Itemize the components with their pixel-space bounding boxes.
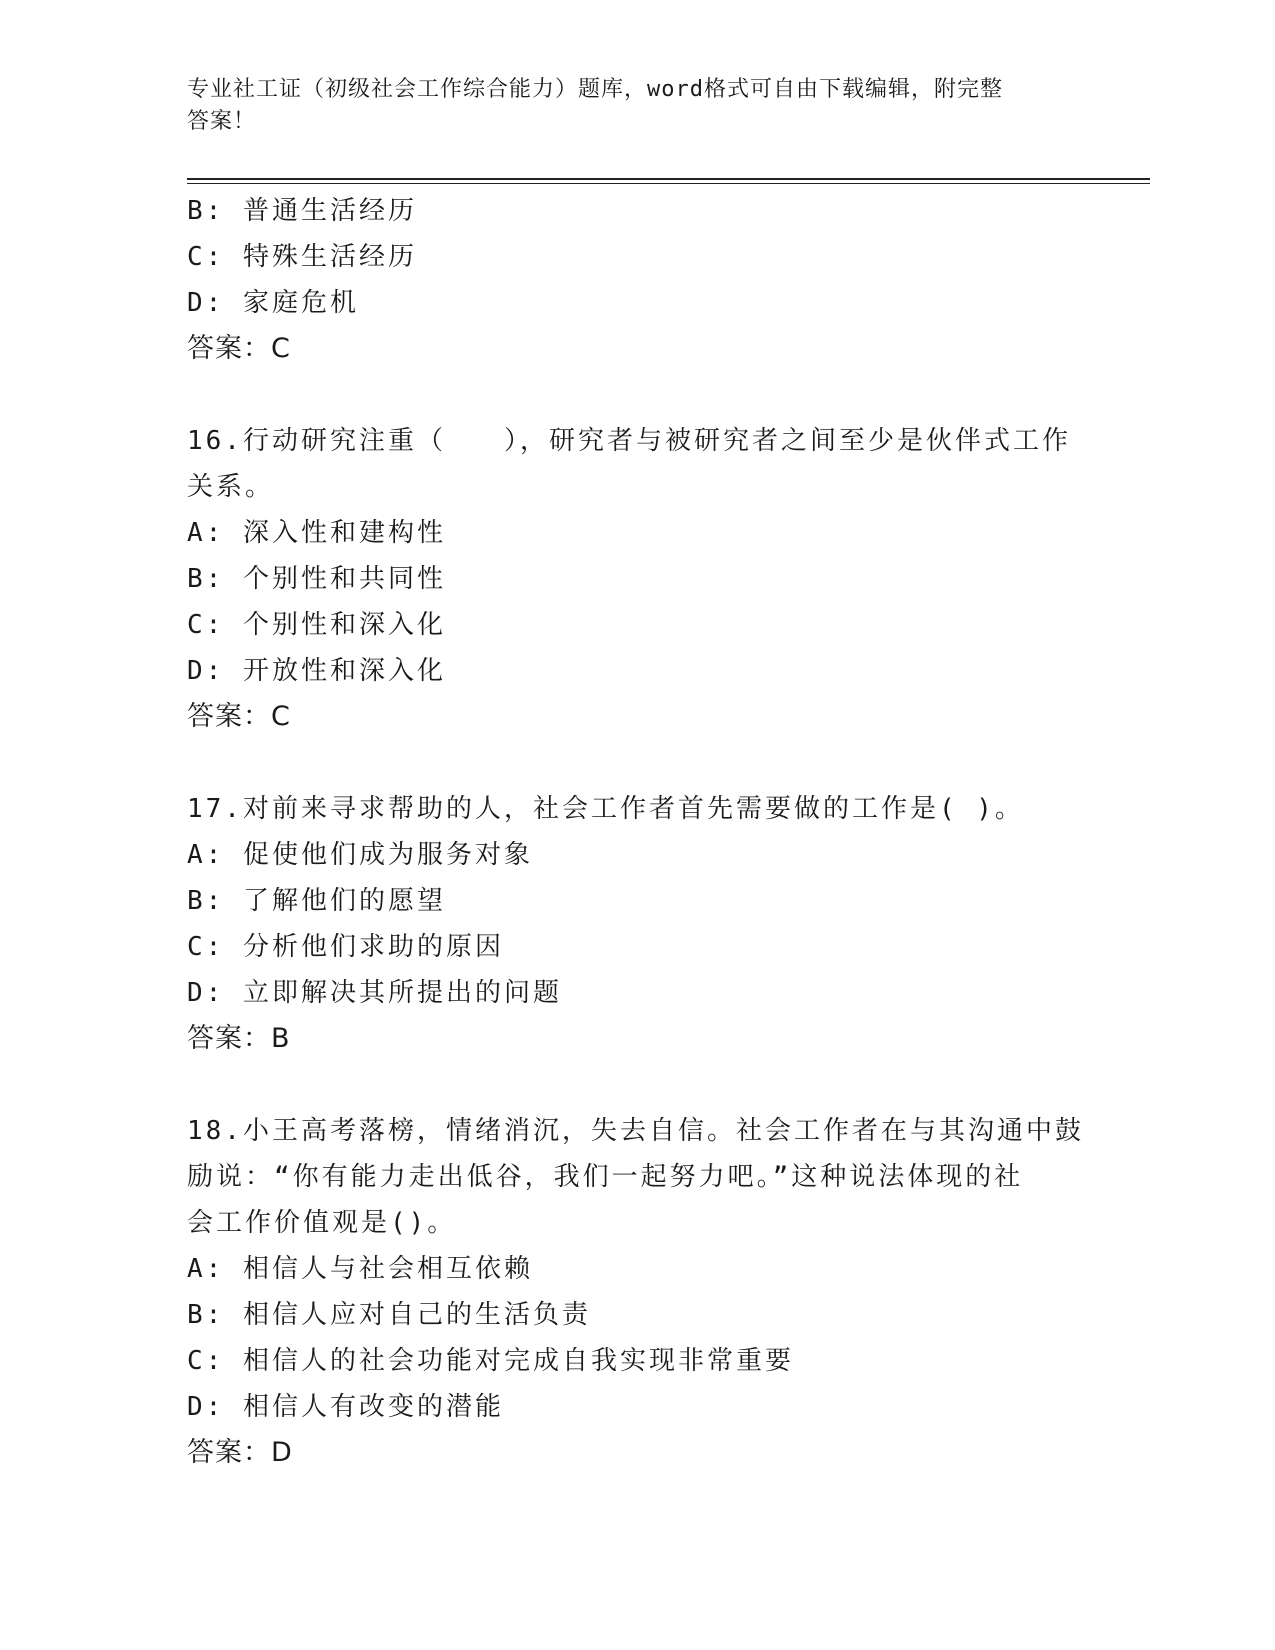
header-line-1: 专业社工证（初级社会工作综合能力）题库，word格式可自由下载编辑，附完整 — [187, 77, 1003, 102]
option-c: C: 分析他们求助的原因 — [187, 932, 504, 962]
option-c: C: 相信人的社会功能对完成自我实现非常重要 — [187, 1346, 794, 1376]
question-stem: 17.对前来寻求帮助的人，社会工作者首先需要做的工作是( )。 — [187, 794, 1024, 824]
answer-line: 答案：D — [187, 1437, 293, 1468]
answer-line: 答案：C — [187, 701, 291, 732]
question-stem: 16.行动研究注重（ ），研究者与被研究者之间至少是伙伴式工作 — [187, 426, 1071, 456]
answer-line: 答案：C — [187, 333, 291, 364]
question-17 — [187, 786, 1067, 1062]
header-divider-thick — [187, 178, 1150, 180]
option-a: A: 相信人与社会相互依赖 — [187, 1254, 533, 1284]
question-stem: 会工作价值观是()。 — [187, 1208, 457, 1238]
option-d: D: 家庭危机 — [187, 288, 359, 318]
header-line-2: 答案！ — [187, 109, 257, 134]
question-content — [187, 188, 1084, 1476]
question-stem: 关系。 — [187, 472, 275, 502]
spacer — [187, 740, 1067, 786]
spacer — [187, 1062, 1067, 1108]
option-c: C: 特殊生活经历 — [187, 242, 417, 272]
question-16 — [187, 418, 1071, 740]
option-d: D: 立即解决其所提出的问题 — [187, 978, 562, 1008]
option-c: C: 个别性和深入化 — [187, 610, 446, 640]
document-header — [187, 74, 1067, 138]
option-b: B: 普通生活经历 — [187, 196, 417, 226]
option-d: D: 相信人有改变的潜能 — [187, 1392, 504, 1422]
option-b: B: 相信人应对自己的生活负责 — [187, 1300, 591, 1330]
option-b: B: 个别性和共同性 — [187, 564, 446, 594]
spacer — [187, 372, 1067, 418]
question-stem: 励说：“你有能力走出低谷，我们一起努力吧。”这种说法体现的社 — [187, 1162, 1024, 1192]
option-a: A: 促使他们成为服务对象 — [187, 840, 533, 870]
header-divider-thin — [187, 183, 1150, 184]
option-a: A: 深入性和建构性 — [187, 518, 446, 548]
question-stem: 18.小王高考落榜，情绪消沉，失去自信。社会工作者在与其沟通中鼓 — [187, 1116, 1084, 1146]
question-18 — [187, 1108, 1084, 1476]
option-d: D: 开放性和深入化 — [187, 656, 446, 686]
answer-line: 答案：B — [187, 1023, 291, 1054]
question-15-continued — [187, 188, 1067, 372]
option-b: B: 了解他们的愿望 — [187, 886, 446, 916]
